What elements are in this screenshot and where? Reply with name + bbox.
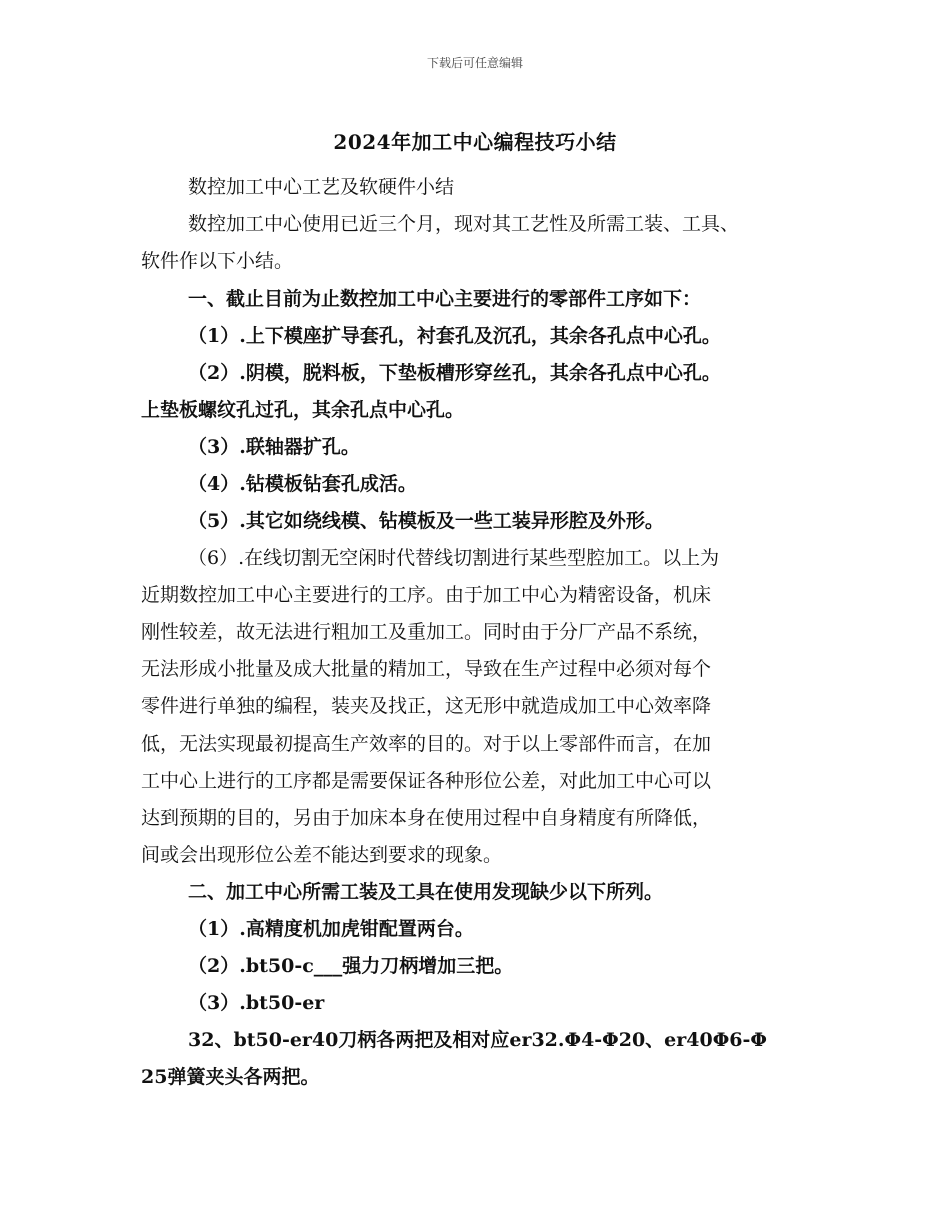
list-item-1: （1）.上下模座扩导套孔，衬套孔及沉孔，其余各孔点中心孔。: [188, 325, 721, 347]
paragraph-line-10: 工中心上进行的工序都是需要保证各种形位公差，对此加工中心可以: [141, 770, 712, 792]
list-item-4: （4）.钻模板钻套孔成活。: [188, 473, 417, 495]
section-heading-1: 一、截止目前为止数控加工中心主要进行的零部件工序如下：: [188, 288, 702, 310]
list-item-2-continuation: 上垫板螺纹孔过孔，其余孔点中心孔。: [141, 399, 465, 421]
paragraph-line-1: 数控加工中心工艺及软硬件小结: [188, 176, 455, 198]
paragraph-line-5: 近期数控加工中心主要进行的工序。由于加工中心为精密设备，机床: [141, 584, 712, 606]
tool-item-3-continuation-2: 25弹簧夹头各两把。: [141, 1066, 320, 1088]
tool-item-2: （2）.bt50-c___强力刀柄增加三把。: [188, 955, 514, 977]
list-item-5: （5）.其它如绕线模、钻模板及一些工装异形腔及外形。: [188, 510, 664, 532]
section-heading-2: 二、加工中心所需工装及工具在使用发现缺少以下所列。: [188, 881, 664, 903]
document-title: 2024年加工中心编程技巧小结: [333, 130, 617, 154]
list-item-3: （3）.联轴器扩孔。: [188, 436, 360, 458]
paragraph-line-3: 软件作以下小结。: [141, 250, 294, 272]
paragraph-line-2: 数控加工中心使用已近三个月，现对其工艺性及所需工装、工具、: [188, 213, 740, 235]
paragraph-line-11: 达到预期的目的，另由于加床本身在使用过程中自身精度有所降低，: [141, 807, 712, 829]
paragraph-line-9: 低，无法实现最初提高生产效率的目的。对于以上零部件而言，在加: [141, 733, 712, 755]
tool-item-3: （3）.bt50-er: [188, 992, 325, 1014]
paragraph-line-7: 无法形成小批量及成大批量的精加工，导致在生产过程中必须对每个: [141, 658, 712, 680]
paragraph-line-12: 间或会出现形位公差不能达到要求的现象。: [141, 844, 503, 866]
header-note: 下载后可任意编辑: [426, 56, 523, 70]
list-item-2: （2）.阴模，脱料板，下垫板槽形穿丝孔，其余各孔点中心孔。: [188, 362, 721, 384]
tool-item-3-continuation-1: 32、bt50-er40刀柄各两把及相对应er32.Φ4-Φ20、er40Φ6-Φ: [188, 1029, 767, 1051]
paragraph-line-6: 刚性较差，故无法进行粗加工及重加工。同时由于分厂产品不系统，: [141, 621, 712, 643]
paragraph-line-4: （6）.在线切割无空闲时代替线切割进行某些型腔加工。以上为: [188, 547, 720, 569]
paragraph-line-8: 零件进行单独的编程，装夹及找正，这无形中就造成加工中心效率降: [141, 695, 712, 717]
tool-item-1: （1）.高精度机加虎钳配置两台。: [188, 918, 474, 940]
